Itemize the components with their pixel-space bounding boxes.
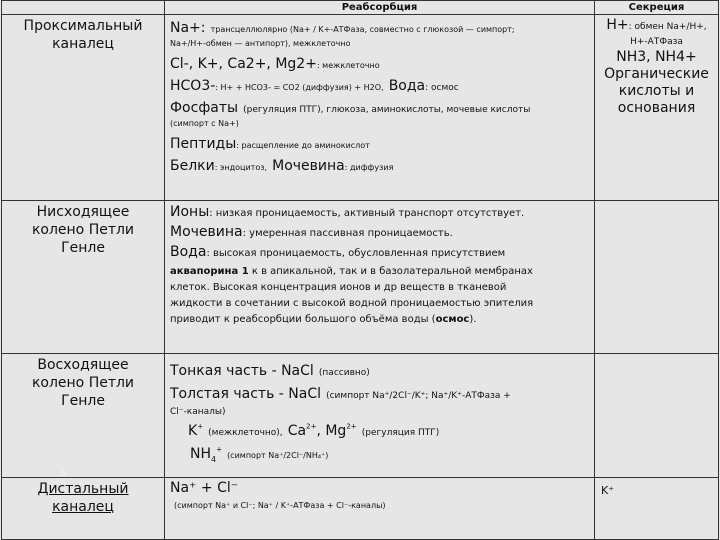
h-secretion-line xyxy=(595,17,718,36)
h-term: H+ xyxy=(606,17,629,33)
urea-detail: : диффузия xyxy=(344,163,394,172)
section-line: Проксимальный xyxy=(23,18,143,34)
table-header-row xyxy=(2,1,719,15)
phosphate-detail-2: (симпорт с Na+) xyxy=(170,119,239,128)
secretion-cell-descending xyxy=(595,201,719,354)
section-line: каналец xyxy=(52,36,114,52)
protein-term: Белки xyxy=(170,158,215,174)
table-row-distal xyxy=(2,478,719,540)
section-line: Восходящее xyxy=(37,357,129,373)
thin-part-line xyxy=(170,360,590,383)
reabsorption-cell-ascending xyxy=(165,354,595,478)
header-secretion: Секреция xyxy=(595,1,719,15)
header-empty-cell xyxy=(2,1,165,15)
section-line: Генле xyxy=(61,240,105,256)
section-label-distal xyxy=(2,478,165,540)
section-line: колено Петли xyxy=(31,375,135,391)
water-line xyxy=(170,244,590,262)
secretion-cell-proximal xyxy=(595,15,719,201)
h-detail: : обмен Na+/H+, xyxy=(628,22,707,32)
thick-part-term: Толстая часть - NaCl xyxy=(170,386,321,402)
water-term: Вода xyxy=(388,78,426,94)
ions-line xyxy=(170,204,590,222)
urea-term: Мочевина xyxy=(272,158,345,174)
cl-detail: : межклеточно xyxy=(316,61,380,70)
section-label-proximal xyxy=(2,15,165,201)
cl-term: Cl-, K+, Ca2+, Mg2+ xyxy=(170,56,317,72)
table-row-descending xyxy=(2,201,719,354)
reabsorption-cell-distal xyxy=(165,478,595,540)
section-line: Дистальный xyxy=(37,481,129,497)
ions-term: Ионы xyxy=(170,204,210,220)
thin-part-detail: (пассивно) xyxy=(318,368,370,378)
paragraph-line: приводит к реабсорбции большого объёма воды ( xyxy=(170,314,436,325)
potassium-detail: (межклеточно), xyxy=(208,428,283,438)
organic-line: Органические xyxy=(604,66,709,82)
na-detail-2: Na+/H+-обмен — антипорт), межклеточно xyxy=(170,39,351,48)
ca-mg-detail: (регуляция ПТГ) xyxy=(361,428,440,438)
na-cl-term: Na⁺ + Cl⁻ xyxy=(170,480,239,496)
paragraph-end: ). xyxy=(469,314,477,325)
hco3-detail: : H+ + HCO3- = CO2 (диффузия) + H2O, xyxy=(215,83,384,92)
ammonia-term: NH3, NH4+ xyxy=(616,49,697,65)
table-row-proximal xyxy=(2,15,719,201)
potassium-term: K xyxy=(188,423,198,439)
cl-line xyxy=(170,53,590,73)
ammonium-line: $NH_4^+$ (симпорт Na⁺/2Cl⁻/NH₄⁺) xyxy=(190,445,329,465)
na-detail: трансцеллюлярно (Na+ / K+-АТФаза, совместно с глюкозой — симпорт; xyxy=(210,25,515,34)
hco3-term: HCO3- xyxy=(170,78,216,94)
secretion-cell-ascending xyxy=(595,354,719,478)
osmosis-term: осмос xyxy=(435,314,470,325)
paragraph-line: к в апикальной, так и в базолатеральной мембранах xyxy=(251,266,533,277)
water-detail: : осмос xyxy=(425,83,459,93)
section-line: Нисходящее xyxy=(36,204,130,220)
section-label-ascending xyxy=(2,354,165,478)
header-reabsorption: Реабсорбция xyxy=(165,1,595,15)
organic-line: кислоты и xyxy=(618,83,695,99)
aquaporin-term: аквапорина 1 xyxy=(170,266,249,277)
water-term: Вода xyxy=(170,244,207,260)
phosphate-line xyxy=(170,97,590,117)
calcium-term: Ca xyxy=(287,423,307,439)
thick-part-line xyxy=(170,383,590,406)
ammonium-term: NH xyxy=(190,446,211,462)
ammonium-detail: (симпорт Na⁺/2Cl⁻/NH₄⁺) xyxy=(227,451,329,460)
section-line: каналец xyxy=(52,499,114,515)
secretion-cell-distal xyxy=(595,478,719,540)
paragraph-line: жидкости в сочетании с высокой водной проницаемостью эпителия xyxy=(170,298,534,309)
potassium-secretion: K⁺ xyxy=(601,484,615,497)
section-line: Генле xyxy=(61,393,105,409)
thin-part-term: Тонкая часть - NaCl xyxy=(170,363,314,379)
na-term: Na+: xyxy=(170,20,206,36)
thick-part-detail-2: Cl⁻-каналы) xyxy=(170,407,226,417)
slide-number: 5 xyxy=(61,469,67,478)
na-cl-detail: (симпорт Na⁺ и Cl⁻; Na⁺ / K⁺-АТФаза + Cl⁻-каналы) xyxy=(174,501,386,510)
paragraph-line: клеток. Высокая концентрация ионов и др веществ в тканевой xyxy=(170,282,507,293)
urea-line xyxy=(170,224,590,242)
water-paragraph xyxy=(170,264,590,328)
urea-detail: : умеренная пассивная проницаемость. xyxy=(242,228,453,239)
h-detail-2: H+-АТФаза xyxy=(630,37,683,47)
table-row-ascending xyxy=(2,354,719,478)
hco3-line xyxy=(170,75,590,95)
kidney-transport-table xyxy=(1,0,719,540)
na-line xyxy=(170,17,590,37)
phosphate-term: Фосфаты xyxy=(170,100,239,116)
section-label-descending xyxy=(2,201,165,354)
k-ca-mg-line: K+ (межклеточно), $Ca^{2+}$, $Mg^{2+}$ (регуляция ПТГ) xyxy=(188,422,440,439)
phosphate-detail: (регуляция ПТГ), глюкоза, аминокислоты, мочевые кислоты xyxy=(243,105,531,115)
reabsorption-cell-proximal xyxy=(165,15,595,201)
protein-line xyxy=(170,155,590,175)
organic-line: основания xyxy=(617,100,696,116)
protein-detail: : эндоцитоз, xyxy=(214,163,268,172)
thick-part-detail: (симпорт Na⁺/2Cl⁻/K⁺; Na⁺/K⁺-АТФаза + xyxy=(326,391,511,401)
water-detail: : высокая проницаемость, обусловленная присутствием xyxy=(206,248,506,259)
peptide-term: Пептиды xyxy=(170,136,237,152)
peptide-detail: : расщепление до аминокислот xyxy=(236,141,370,150)
ions-detail: : низкая проницаемость, активный транспорт отсутствует. xyxy=(209,208,525,219)
magnesium-term: , Mg xyxy=(316,423,347,439)
reabsorption-cell-descending xyxy=(165,201,595,354)
peptide-line xyxy=(170,133,590,153)
urea-term: Мочевина xyxy=(170,224,243,240)
section-line: колено Петли xyxy=(31,222,135,238)
